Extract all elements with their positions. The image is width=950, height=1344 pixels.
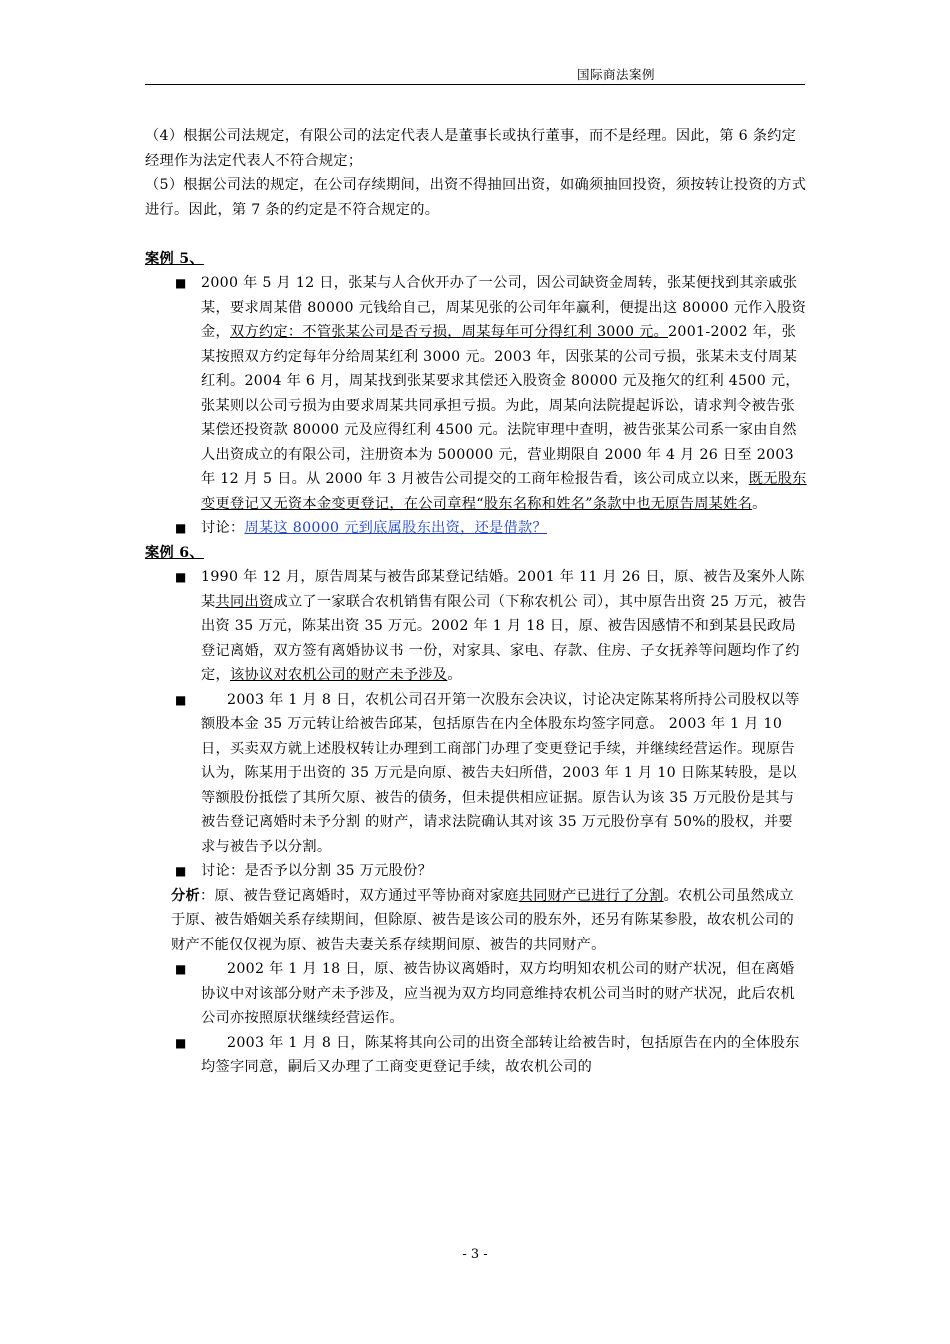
square-bullet-icon: ■ [175, 1035, 187, 1050]
case-5-underline-agreement: 双方约定：不管张某公司是否亏损，周某每年可分得红利 3000 元。 [229, 324, 669, 340]
case-6-text-a: 1990 年 12 月，原告周某与被告邱某登记结婚。2001 年 11 月 26 日，原、被告及案外人陈某 [201, 569, 805, 610]
case-6-bullet-2 [145, 688, 807, 860]
case-6-shareholders-text: 2003 年 1 月 8 日，农机公司召开第一次股东会决议，讨论决定陈某将所持公司股权以等额股本金 35 万元转让给被告邱某，包括原告在内全体股东均签字同意。 2003 年 1 月 10 日，买卖双方就上述股权转让办理到工商部门办理了变更登记手续，并继续经营运作。现原告认为，陈某用于出资的 35 万元是向原、被告夫妇所借，2003 年 1 月 10 日陈某转股，是以等额股份抵偿了其所欠原、被告的债务，但未提供相应证据。原告认为该 35 万元股份是其与被告登记离婚时未予分割 的财产，请求法院确认其对该 35 万元股份享有 50%的股权，并要求与被告予以分割。 [201, 691, 800, 855]
case-6-text-b: 成立了一家联合农机销售有限公司（下称农机公 司），其中原告出资 25 万元，被告出资 35 万元，陈某出资 35 万元。2002 年 1 月 18 日，原、被告因感情不和到某县民政局登记离婚，双方签有离婚协议书 一份，对家具、家电、存款、住房、子女抚养等问题均作了约定， [201, 593, 807, 683]
analysis-text-a: ：原、被告登记离婚时，双方通过平等协商对家庭 [199, 887, 519, 904]
case-6-analysis [145, 884, 807, 958]
case-5-discussion-link[interactable]: 周某这 80000 元到底属股东出资，还是借款？ [244, 520, 548, 536]
analysis-underline: 共同财产已进行了分割 [518, 887, 664, 904]
case-6-bullet-1 [145, 565, 807, 688]
case-6-divorce-text: 2002 年 1 月 18 日，原、被告协议离婚时，双方均明知农机公司的财产状况，但在离婚协议中对该部分财产未予涉及，应当视为双方均同意维持农机公司当时的财产状况，此后农机公司亦按照原状继续经营运作。 [201, 961, 795, 1026]
square-bullet-icon: ■ [175, 962, 187, 976]
case-6-heading: 案例 6、 [145, 544, 204, 561]
case-6-underline-property: 该协议对农机公司的财产未予涉及 [229, 667, 448, 683]
square-bullet-icon: ■ [175, 521, 187, 535]
case-5-heading: 案例 5、 [145, 250, 204, 267]
analysis-label: 分析 [171, 887, 200, 904]
document-body [145, 124, 807, 1080]
case-6-text-end: 。 [447, 667, 462, 683]
case-6-bullet-3 [145, 859, 807, 884]
case-6-bullet-4 [145, 957, 807, 1031]
case-6-discussion: 讨论：是否予以分割 35 万元股份？ [201, 863, 433, 879]
case-6-transfer-text: 2003 年 1 月 8 日，陈某将其向公司的出资全部转让给被告时，包括原告在内的全体股东均签字同意，嗣后又办理了工商变更登记手续，故农机公司的 [201, 1034, 800, 1075]
header-title: 国际商法案例 [576, 67, 655, 82]
case-5-discussion-label: 讨论： [201, 520, 245, 536]
case-5-text-end: 。 [752, 495, 767, 512]
square-bullet-icon: ■ [175, 864, 187, 878]
page-number: - 3 - [462, 1247, 488, 1262]
page-header [145, 62, 805, 85]
case-5-bullet-2 [145, 516, 807, 541]
case-5-text-b: 2001-2002 年，张某按照双方约定每年分给周某红利 3000 元。2003 年，因张某的公司亏损，张某未支付周某红利。2004 年 6 月，周某找到张某要求其偿还入股资金 80000 元及拖欠的红利 4500 元，张某则以公司亏损为由要求周某共同承担亏损。为此，周某向法院提起诉讼，请求判令被告张某偿还投资款 80000 元及应得红利 4500 元。法院审理中查明，被告张某公司系一家由自然人出资成立的有限公司，注册资本为 500000 元，营业期限自 2000 年 4 月 26 日至 2003 年 12 月 5 日。从 2000 年 3 月被告公司提交的工商年检报告看，该公司成立以来， [201, 324, 800, 487]
paragraph-5: （5）根据公司法的规定，在公司存续期间，出资不得抽回出资，如确须抽回投资，须按转让投资的方式进行。因此，第 7 条的约定是不符合规定的。 [145, 177, 807, 218]
square-bullet-icon: ■ [175, 276, 187, 290]
square-bullet-icon: ■ [175, 570, 187, 584]
paragraph-4: （4）根据公司法规定，有限公司的法定代表人是董事长或执行董事，而不是经理。因此，第 6 条约定经理作为法定代表人不符合规定； [145, 128, 797, 169]
case-6-underline-joint: 共同出资 [215, 593, 274, 610]
case-6-bullet-5 [145, 1031, 807, 1080]
case-5-bullet-1 [145, 271, 807, 516]
analysis-text-b: 。农机公司虽然成立于原、被告婚姻关系存续期间，但除原、被告是该公司的股东外，还另有陈某参股，故农机公司的财产不能仅仅视为原、被告夫妻关系存续期间原、被告的共同财产。 [171, 887, 794, 953]
spacer [145, 222, 807, 247]
case-5-underline-registration: 既无股东变更登记又无资本金变更登记，在公司章程“股东名称和姓名”条款中也无原告周某姓名 [201, 471, 807, 512]
case-5-text-a: 2000 年 5 月 12 日，张某与人合伙开办了一公司，因公司缺资金周转，张某便找到其亲戚张某，要求周某借 80000 元钱给自己，周某见张的公司年年赢利，便提出这 80000 元作入股资金， [201, 275, 807, 340]
square-bullet-icon: ■ [175, 692, 187, 707]
